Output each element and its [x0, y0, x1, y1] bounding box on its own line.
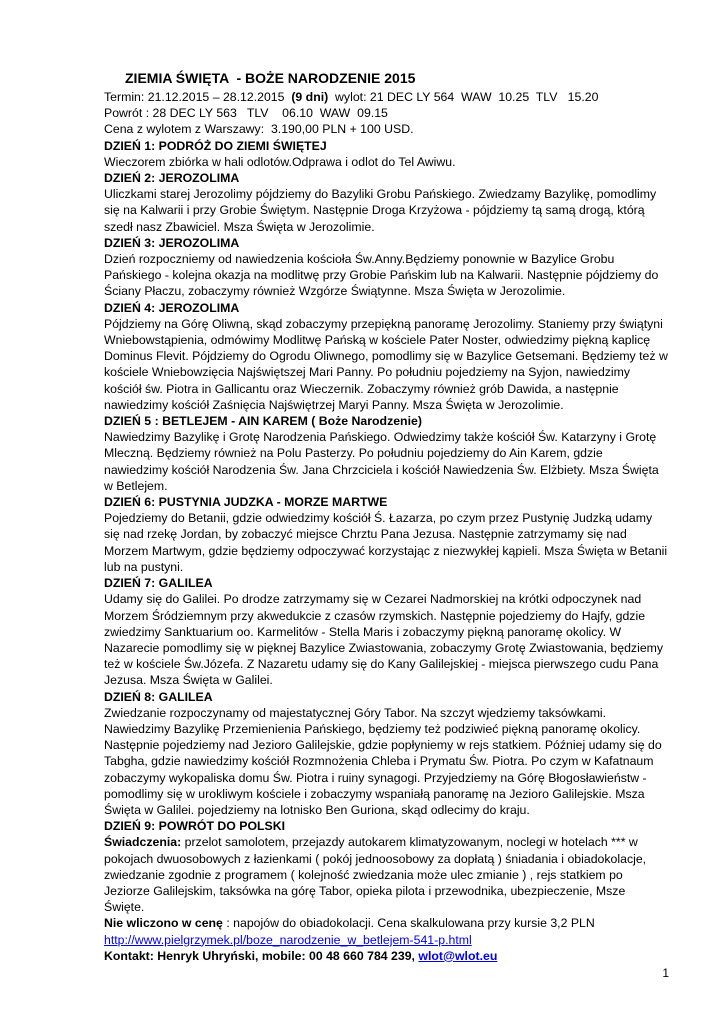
day-section: [104, 235, 669, 300]
termin-line: [104, 89, 669, 105]
day-heading: DZIEŃ 3: JEROZOLIMA: [104, 235, 240, 250]
day-heading: DZIEŃ 7: GALILEA: [104, 576, 213, 591]
contact-text: Kontakt: Henryk Uhryński, mobile: 00 48 660 784 239,: [104, 948, 419, 963]
link-line: [104, 932, 669, 948]
nie-wliczono-label: Nie wliczono w cenę: [104, 916, 223, 931]
day-heading: DZIEŃ 4: JEROZOLIMA: [104, 300, 240, 315]
swiadczenia-paragraph: [104, 834, 669, 915]
day-description: Uliczkami starej Jerozolimy pójdziemy do Bazyliki Grobu Pańskiego. Zwiedzamy Bazylikę, pomodlimy się na Kalwarii i przy Grobie Świętym. Następnie Droga Krzyżowa - pójdziemy tą samą drogą, którą szedł nasz Zbawiciel. Msza Święta w Jerozolimie.: [104, 187, 657, 234]
day-list: [104, 138, 669, 835]
day-section: [104, 494, 669, 575]
page-number: 1: [662, 966, 669, 980]
nie-wliczono-paragraph: [104, 915, 669, 931]
day-section: [104, 818, 669, 834]
document-body: [104, 89, 669, 964]
day-heading: DZIEŃ 1: PODRÓŻ DO ZIEMI ŚWIĘTEJ: [104, 138, 327, 153]
swiadczenia-label: Świadczenia:: [104, 835, 182, 850]
cena-line: Cena z wylotem z Warszawy: 3.190,00 PLN + 100 USD.: [104, 122, 414, 137]
day-section: [104, 170, 669, 235]
powrot-line: Powrót : 28 DEC LY 563 TLV 06.10 WAW 09.15: [104, 106, 388, 121]
day-description: Nawiedzimy Bazylikę i Grotę Narodzenia Pańskiego. Odwiedzimy także kościół Św. Katarzyny i Grotę Mleczną. Będziemy również na Polu Pasterzy. Po południu pojedziemy do Ain Karem, gdzie nawiedzimy kościół Narodzenia Św. Jana Chrzciciela i kościół Nawiedzenia Św. Elżbiety. Msza Święta w Betlejem.: [104, 430, 659, 493]
day-section: [104, 413, 669, 494]
day-heading: DZIEŃ 8: GALILEA: [104, 689, 213, 704]
swiadczenia-text: przelot samolotem, przejazdy autokarem klimatyzowanym, noclegi w hotelach *** w pokojach dwuosobowych z łazienkami ( pokój jednoosobowy za dopłatą ) śniadania i obiadokolacje, zwiedzanie zgodnie z programem ( kolejność zwiedzania może ulec zmianie ) , rejs statkiem po Jeziorze Galilejskim, taksówka na górę Tabor, opieka pilota i przewodnika, ubezpieczenie, Msze Święte.: [104, 835, 647, 915]
termin-flight: wylot: 21 DEC LY 564 WAW 10.25 TLV 15.20: [328, 90, 599, 104]
day-heading: DZIEŃ 5 : BETLEJEM - AIN KAREM ( Boże Narodzenie): [104, 414, 422, 429]
day-heading: DZIEŃ 2: JEROZOLIMA: [104, 171, 240, 186]
nie-wliczono-text: : napojów do obiadokolacji. Cena skalkulowana przy kursie 3,2 PLN: [222, 916, 595, 931]
day-description: Dzień rozpoczniemy od nawiedzenia kościoła Św.Anny.Będziemy ponownie w Bazylice Grobu Pańskiego - kolejna okazja na modlitwę przy Grobie Pańskim lub na Kalwarii. Następnie pójdziemy do Ściany Płaczu, zobaczymy również Wzgórze Świątynne. Msza Święta w Jerozolimie.: [104, 252, 659, 299]
termin-duration: (9 dni): [291, 90, 329, 104]
day-section: [104, 575, 669, 688]
termin-prefix: Termin: 21.12.2015 – 28.12.2015: [104, 90, 292, 104]
program-link[interactable]: http://www.pielgrzymek.pl/boze_narodzenie_w_betlejem-541-p.html: [104, 932, 472, 947]
day-section: [104, 138, 669, 170]
day-heading: DZIEŃ 9: POWRÓT DO POLSKI: [104, 819, 286, 834]
day-description: Zwiedzanie rozpoczynamy od majestatycznej Góry Tabor. Na szczyt wjedziemy taksówkami. Nawiedzimy Bazylikę Przemienienia Pańskiego, będziemy też podziwieć piękną panoramę okolicy. Następnie pojedziemy nad Jezioro Galilejskie, gdzie popłyniemy w rejs statkiem. Później udamy się do Tabgha, gdzie nawiedzimy kościół Rozmnożenia Chleba i Prymatu Św. Piotra. Po czym w Kafatnaum zobaczymy wykopaliska domu Św. Piotra i ruiny synagogi. Przyjedziemy na Górę Błogosławieństw - pomodlimy się w urokliwym kościele i zobaczymy wspaniałą panoramę na Jezioro Galilejskie. Msza Święta w Galilei. pojedziemy na lotnisko Ben Guriona, skąd odlecimy do kraju.: [104, 705, 662, 817]
day-section: [104, 300, 669, 413]
document-title: ZIEMIA ŚWIĘTA - BOŻE NARODZENIE 2015: [125, 70, 416, 86]
day-description: Wieczorem zbiórka w hali odlotów.Odprawa i odlot do Tel Awiwu.: [104, 154, 456, 169]
email-link[interactable]: wlot@wlot.eu: [418, 948, 498, 963]
contact-line: [104, 948, 669, 964]
day-section: [104, 689, 669, 819]
day-description: Pójdziemy na Górę Oliwną, skąd zobaczymy przepiękną panoramę Jerozolimy. Staniemy przy świątyni Wniebowstąpienia, odmówimy Modlitwę Pańską w kościele Pater Noster, odwiedzimy piękną kaplicę Dominus Flevit. Pójdziemy do Ogrodu Oliwnego, pomodlimy się w Bazylice Getsemani. Będziemy też w kościele Wniebowzięcia Najświętszej Mari Panny. Po południu pojedziemy na Syjon, nawiedzimy kościół św. Piotra in Gallicantu oraz Wieczernik. Zobaczymy również grób Dawida, a następnie nawiedzimy kościół Zaśnięcia Najświętrzej Maryi Panny. Msza Święta w Jerozolimie.: [104, 316, 668, 412]
day-description: Udamy się do Galilei. Po drodze zatrzymamy się w Cezarei Nadmorskiej na krótki odpoczynek nad Morzem Śródziemnym przy akwedukcie z czasów rzymskich. Następnie pojedziemy do Hajfy, gdzie zwiedzimy Sanktuarium oo. Karmelitów - Stella Maris i zobaczymy piękną panoramę okolicy. W Nazarecie pomodlimy się w pięknej Bazylice Zwiastowania, zobaczymy Grotę Zwiastowania, będziemy też w kościele Św.Józefa. Z Nazaretu udamy się do Kany Galilejskiej - miejsca pierwszego cudu Pana Jezusa. Msza Święta w Galilei.: [104, 592, 664, 688]
day-description: Pojedziemy do Betanii, gdzie odwiedzimy kościół Ś. Łazarza, po czym przez Pustynię Judzką udamy się nad rzekę Jordan, by zobaczyć miejsce Chrztu Pana Jezusa. Następnie zatrzymamy się nad Morzem Martwym, gdzie będziemy odpoczywać korzystając z niezwykłej kąpieli. Msza Święta w Betanii lub na pustyni.: [104, 511, 668, 574]
day-heading: DZIEŃ 6: PUSTYNIA JUDZKA - MORZE MARTWE: [104, 495, 388, 510]
